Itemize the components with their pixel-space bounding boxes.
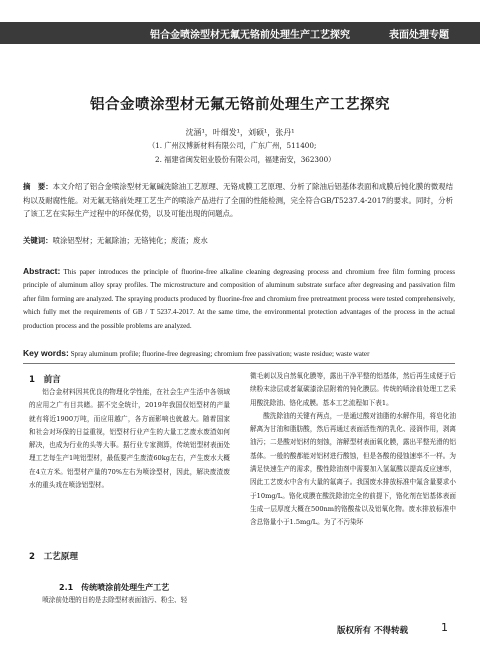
affiliation-2: 2. 福建省闽发铝业股份有限公司，福建南安，362300） [155,155,336,164]
abstract-en-label: Abstract: [23,266,61,276]
section-1-body [29,386,230,492]
abstract-divider [23,363,455,364]
section-2-1-body [29,594,230,607]
abstract-en-text: This paper introduces the principle of fluorine-free alkaline cleaning degreasing process and chromium free film forming process principle of aluminum alloy spray profiles. The microstructure and composition of aluminum substrate surface after degreasing and passivation film after film forming are analyzed. The spraying products produced by fluorine-free and chromium free pretreatment process were tested comprehensively, which fully met the requirements of GB / T 5237.4-2017. At the same time, the environmental protection advantages of the process in the actual production process and the possible problems are analyzed. [23,268,455,330]
abstract-zh [23,180,453,221]
paper-authors: 沈涵¹，叶细发¹，刘硕¹，张丹¹ [185,128,295,137]
keywords-zh-label: 关键词： [23,236,53,245]
section-2-1-paragraph: 喷涂前处理的目的是去除型材表面油污、粉尘、轻 [42,596,188,604]
section-2-1-heading: 2.1 传统喷涂前处理生产工艺 [59,583,170,592]
keywords-en-label: Key words: [23,348,69,358]
affiliation-1: （1. 广州汉博新材料有限公司，广东广州，511400; [148,141,317,150]
section-1-paragraph: 铝合金材料因其优良的物理化学性能，在社会生产生活中各领域的应用之广有目共睹。据不完全统计，2019年我国仅铝型材的产量就有将近1900万吨，而应用越广，各方面影响也就越大。随着国家和社会对环保的日益重视，铝型材行业产生的大量工艺废水废渣如何解决，也成为行业的头等大事。据行业专家测算，传统铝型材表面处理工艺每生产1吨铝型材，最低要产生废渣60kg左右，产生废水大概在4立方米。铝型材产量的70%左右为喷涂型材，因此，解决废渣废水的重头戏在喷涂铝型材。 [29,388,230,490]
keywords-zh-text: 喷涂铝型材；无氟除油；无铬钝化；废渣；废水 [52,236,208,245]
copyright-notice: 版权所有 不得转载 [337,626,408,636]
running-header-section: 表面处理专题 [389,30,449,41]
keywords-en-text: Spray aluminum profile; fluorine-free degreasing; chromium free passivation; waste residue; waste water [70,350,370,358]
right-column-body [250,370,456,530]
section-2-heading: 2 工艺原理 [29,552,78,562]
page-number: 1 [441,621,448,634]
keywords-zh [23,235,453,246]
keywords-en [23,348,455,358]
right-paragraph-2: 酸洗除油的关键有两点，一是通过酸对油脂的水解作用，将皂化油解离为甘油和脂肪酸，然后再通过表面活性剂的乳化、浸润作用，剥离油污；二是酸对铝材的刻蚀，溶解型材表面氧化膜，露出平整光滑的铝基体。一般的酸都能对铝材进行酸蚀，但是各酸的侵蚀速率不一样。为满足快速生产的需求，酸性除油剂中需要加入氢氟酸以提高反应速率，因此工艺废水中含有大量的氟离子。我国废水排放标准中氟含量要求小于10mg/L。铬化成膜在酸洗除油完全的前提下，铬化剂在铝基体表面生成一层厚度大概在500nm的铬酸盐以及铝氧化物。废水排放标准中含总铬量小于1.5mg/L。为了不污染环 [250,411,456,527]
paper-title: 铝合金喷涂型材无氟无铬前处理生产工艺探究 [90,96,390,113]
right-paragraph-1: 微毛刺以及自然氧化膜等，露出干净平整的铝基体，然后再生成便于后续粉末涂层或者氟碳漆涂层附着的钝化膜层。传统的喷涂前处理工艺采用酸洗除油、铬化成膜。基本工艺流程如下表1。 [250,372,456,407]
abstract-en [23,265,455,333]
section-1-heading: 1 前言 [29,375,61,385]
abstract-zh-label: 摘 要： [23,182,53,191]
abstract-zh-text: 本文介绍了铝合金喷涂型材无氟碱洗除油工艺原理、无铬成膜工艺原理、分析了除油后铝基体表面和成膜后钝化膜的微观结构以及耐腐性能。对无氟无铬前处理工艺生产的喷涂产品进行了全面的性能检测，完全符合GB/T5237.4-2017的要求。同时，分析了该工艺在实际生产过程中的环保优势，以及可能出现的问题点。 [23,182,453,219]
running-header-title: 铝合金喷涂型材无氟无铬前处理生产工艺探究 [150,30,350,41]
